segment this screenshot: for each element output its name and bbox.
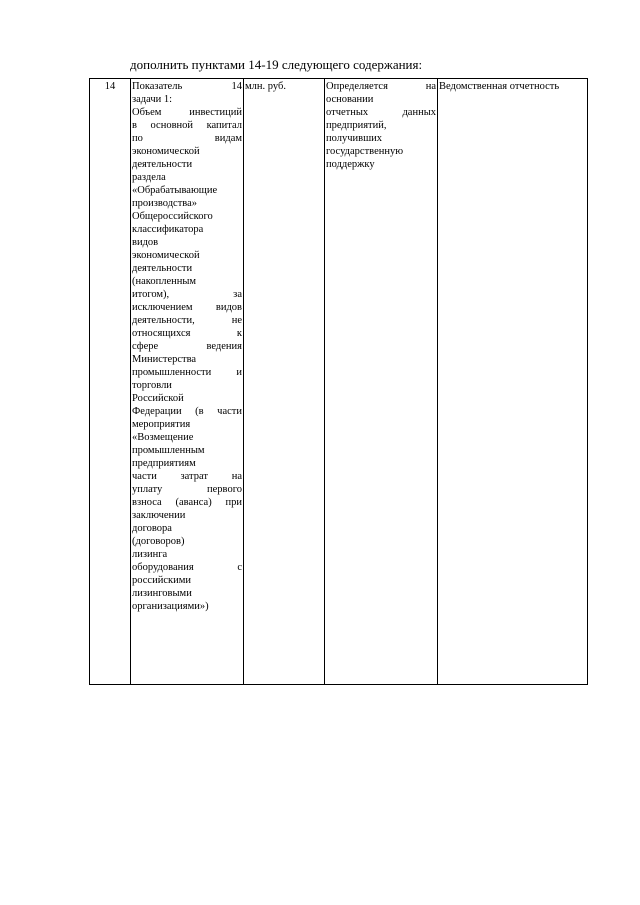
text-line: «Обрабатывающие xyxy=(132,185,218,196)
text-line: по видам xyxy=(132,133,242,144)
text-line: мероприятия xyxy=(132,419,191,430)
text-line: основании xyxy=(326,94,374,105)
text-line: получивших xyxy=(326,133,383,144)
text-line: Федерации (в части xyxy=(132,406,242,417)
text-line: экономической xyxy=(132,146,200,157)
text-line: уплату первого xyxy=(132,484,242,495)
intro-text: дополнить пунктами 14-19 следующего содержания: xyxy=(130,57,423,72)
text-line: предприятиям xyxy=(132,458,196,469)
text-line: исключением видов xyxy=(132,302,242,313)
text-line: в основной капитал xyxy=(132,120,242,131)
text-line: раздела xyxy=(132,172,166,183)
text-line: экономической xyxy=(132,250,200,261)
row-number-cell: 14 xyxy=(90,79,131,685)
text-line: (накопленным xyxy=(132,276,197,287)
text-line: торговли xyxy=(132,380,172,391)
text-line: Общероссийского xyxy=(132,211,213,222)
text-line: итогом), за xyxy=(132,289,242,300)
text-line: видов xyxy=(132,237,159,248)
text-line: поддержку xyxy=(326,159,375,170)
text-line: Показатель 14 xyxy=(132,81,242,92)
text-line: Министерства xyxy=(132,354,197,365)
text-line: классификатора xyxy=(132,224,204,235)
text-line: относящихся к xyxy=(132,328,242,339)
text-line: договора xyxy=(132,523,172,534)
text-line: части затрат на xyxy=(132,471,242,482)
text-line: предприятий, xyxy=(326,120,387,131)
text-line: деятельности xyxy=(132,159,193,170)
text-line: промышленности и xyxy=(132,367,242,378)
text-line: оборудования с xyxy=(132,562,242,573)
text-line: Российской xyxy=(132,393,184,404)
text-line: деятельности, не xyxy=(132,315,242,326)
text-line: промышленным xyxy=(132,445,205,456)
calculation-method-cell xyxy=(325,79,438,685)
text-line: деятельности xyxy=(132,263,193,274)
text-line: производства» xyxy=(132,198,198,209)
unit-cell: млн. руб. xyxy=(244,79,325,685)
text-line: взноса (аванса) при xyxy=(132,497,242,508)
text-line: сфере ведения xyxy=(132,341,242,352)
text-line: Объем инвестиций xyxy=(132,107,242,118)
text-line: (договоров) xyxy=(132,536,185,547)
text-line: заключении xyxy=(132,510,186,521)
text-line: задачи 1: xyxy=(132,94,173,105)
data-source-cell: Ведомственная отчетность xyxy=(438,79,588,685)
text-line: отчетных данных xyxy=(326,107,436,118)
text-line: российскими xyxy=(132,575,191,586)
text-line: организациями») xyxy=(132,601,209,612)
text-line: «Возмещение xyxy=(132,432,194,443)
table-row xyxy=(90,79,588,685)
text-line: лизинговыми xyxy=(132,588,192,599)
text-line: государственную xyxy=(326,146,404,157)
text-line: лизинга xyxy=(132,549,168,560)
indicator-table xyxy=(89,78,588,685)
indicator-name-cell xyxy=(131,79,244,685)
text-line: Определяется на xyxy=(326,81,436,92)
